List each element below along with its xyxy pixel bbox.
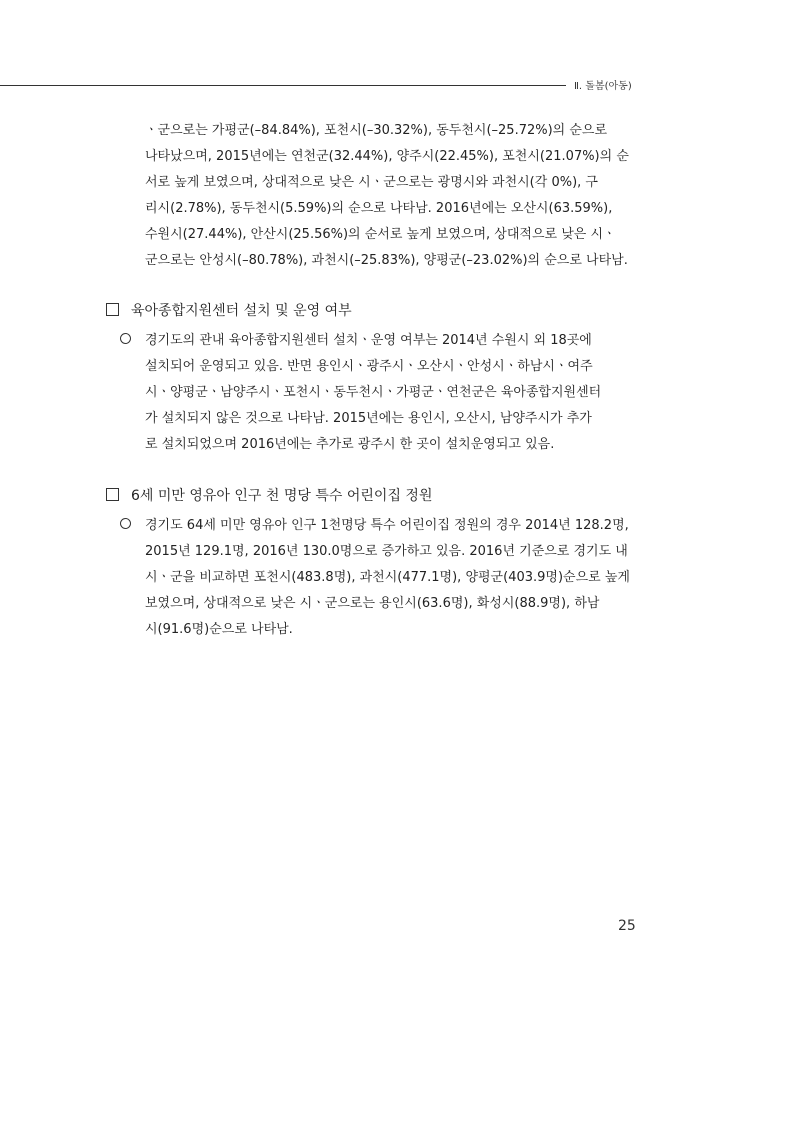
intro-paragraph bbox=[145, 118, 635, 274]
paragraph-line: 시ㆍ양평군ㆍ남양주시ㆍ포천시ㆍ동두천시ㆍ가평군ㆍ연천군은 육아종합지원센터 bbox=[145, 385, 602, 400]
section-heading-text: 6세 미만 영유아 인구 천 명당 특수 어린이집 정원 bbox=[131, 488, 433, 504]
section-heading-text: 육아종합지원센터 설치 및 운영 여부 bbox=[131, 303, 352, 319]
paragraph-line: 경기도 64세 미만 영유아 인구 1천명당 특수 어린이집 정원의 경우 2014년 128.2명, bbox=[145, 518, 629, 533]
paragraph-line: 로 설치되었으며 2016년에는 추가로 광주시 한 곳이 설치운영되고 있음. bbox=[145, 437, 555, 452]
section-heading-special-daycare bbox=[106, 486, 432, 506]
paragraph-line: 시ㆍ군을 비교하면 포천시(483.8명), 과천시(477.1명), 양평군(403.9명)순으로 높게 bbox=[145, 570, 630, 585]
paragraph-line: 시(91.6명)순으로 나타남. bbox=[145, 622, 293, 637]
paragraph-line: 가 설치되지 않은 것으로 나타남. 2015년에는 용인시, 오산시, 남양주시가 추가 bbox=[145, 411, 592, 426]
section-body-childcare-center bbox=[145, 328, 635, 458]
paragraph-line: 리시(2.78%), 동두천시(5.59%)의 순으로 나타남. 2016년에는 오산시(63.59%), bbox=[145, 201, 613, 216]
bullet-circle-icon bbox=[120, 513, 131, 539]
paragraph-line: ㆍ군으로는 가평군(–84.84%), 포천시(–30.32%), 동두천시(–25.72%)의 순으로 bbox=[145, 123, 608, 138]
section-body-special-daycare bbox=[145, 513, 635, 643]
checkbox-square-icon bbox=[106, 488, 119, 501]
paragraph-line: 경기도의 관내 육아종합지원센터 설치ㆍ운영 여부는 2014년 수원시 외 18곳에 bbox=[145, 333, 592, 348]
bullet-circle-icon bbox=[120, 328, 131, 354]
paragraph-line: 설치되어 운영되고 있음. 반면 용인시ㆍ광주시ㆍ오산시ㆍ안성시ㆍ하남시ㆍ여주 bbox=[145, 359, 593, 374]
header-rule bbox=[0, 85, 566, 86]
paragraph-line: 수원시(27.44%), 안산시(25.56%)의 순서로 높게 보였으며, 상대적으로 낮은 시ㆍ bbox=[145, 227, 616, 242]
paragraph-line: 서로 높게 보였으며, 상대적으로 낮은 시ㆍ군으로는 광명시와 과천시(각 0%), 구 bbox=[145, 175, 598, 190]
chapter-label: Ⅱ. 돌봄(아동) bbox=[574, 81, 632, 92]
page-number: 25 bbox=[618, 918, 636, 934]
paragraph-line: 2015년 129.1명, 2016년 130.0명으로 증가하고 있음. 2016년 기준으로 경기도 내 bbox=[145, 544, 628, 559]
paragraph-line: 나타났으며, 2015년에는 연천군(32.44%), 양주시(22.45%), 포천시(21.07%)의 순 bbox=[145, 149, 629, 164]
checkbox-square-icon bbox=[106, 303, 119, 316]
paragraph-line: 군으로는 안성시(–80.78%), 과천시(–25.83%), 양평군(–23.02%)의 순으로 나타남. bbox=[145, 253, 628, 268]
section-heading-childcare-center bbox=[106, 301, 352, 321]
paragraph-line: 보였으며, 상대적으로 낮은 시ㆍ군으로는 용인시(63.6명), 화성시(88.9명), 하남 bbox=[145, 596, 600, 611]
